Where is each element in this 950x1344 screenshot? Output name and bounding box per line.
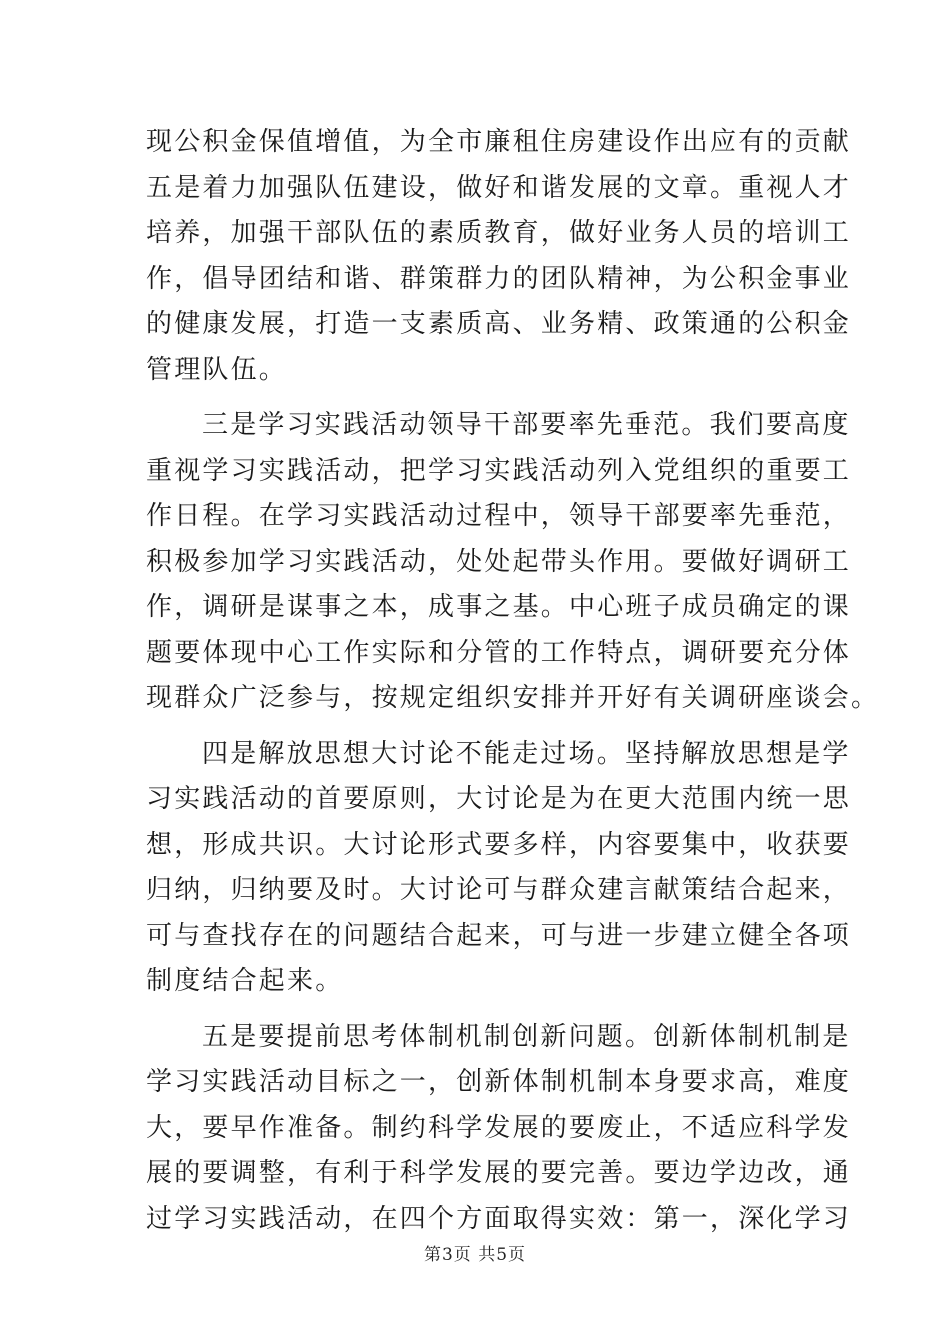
text-line: 作，调研是谋事之本，成事之基。中心班子成员确定的课 <box>146 592 852 622</box>
text-line: 想，形成共识。大讨论形式要多样，内容要集中，收获要 <box>146 829 852 860</box>
text-line: 的健康发展，打造一支素质高、业务精、政策通的公积金 <box>146 309 852 339</box>
text-line: 可与查找存在的问题结合起来，可与进一步建立健全各项 <box>146 920 852 951</box>
text-line: 重视学习实践活动，把学习实践活动列入党组织的重要工 <box>146 455 852 486</box>
page-number-footer: 第3页 共5页 <box>423 1245 527 1265</box>
text-line: 过学习实践活动，在四个方面取得实效：第一，深化学习 <box>146 1203 852 1234</box>
text-line: 展的要调整，有利于科学发展的要完善。要边学边改，通 <box>146 1158 852 1188</box>
text-line: 三是学习实践活动领导干部要率先垂范。我们要高度 <box>202 410 851 440</box>
text-line: 管理队伍。 <box>146 354 288 385</box>
text-line: 培养，加强干部队伍的素质教育，做好业务人员的培训工 <box>146 218 852 248</box>
paragraph-1 <box>146 120 852 393</box>
text-line: 作日程。在学习实践活动过程中，领导干部要率先垂范， <box>146 501 852 531</box>
text-line: 作，倡导团结和谐、群策群力的团队精神，为公积金事业 <box>146 263 852 294</box>
text-line: 大，要早作准备。制约科学发展的要废止，不适应科学发 <box>146 1112 852 1143</box>
text-line: 现群众广泛参与，按规定组织安排并开好有关调研座谈会。 <box>146 683 880 713</box>
text-line: 学习实践活动目标之一，创新体制机制本身要求高，难度 <box>146 1067 852 1097</box>
text-line: 制度结合起来。 <box>146 966 344 996</box>
document-body <box>146 120 880 1242</box>
paragraph-4 <box>146 1015 852 1243</box>
text-line: 习实践活动的首要原则，大讨论是为在更大范围内统一思 <box>146 784 852 814</box>
text-line: 四是解放思想大讨论不能走过场。坚持解放思想是学 <box>202 738 851 769</box>
paragraph-2 <box>146 403 880 722</box>
text-line: 现公积金保值增值，为全市廉租住房建设作出应有的贡献 <box>146 127 852 157</box>
text-line: 五是要提前思考体制机制创新问题。创新体制机制是 <box>202 1021 851 1052</box>
text-line: 五是着力加强队伍建设，做好和谐发展的文章。重视人才 <box>146 172 852 203</box>
paragraph-3 <box>146 732 852 1005</box>
text-line: 归纳，归纳要及时。大讨论可与群众建言献策结合起来， <box>146 875 852 905</box>
text-line: 积极参加学习实践活动，处处起带头作用。要做好调研工 <box>146 546 852 577</box>
text-line: 题要体现中心工作实际和分管的工作特点，调研要充分体 <box>146 637 852 668</box>
